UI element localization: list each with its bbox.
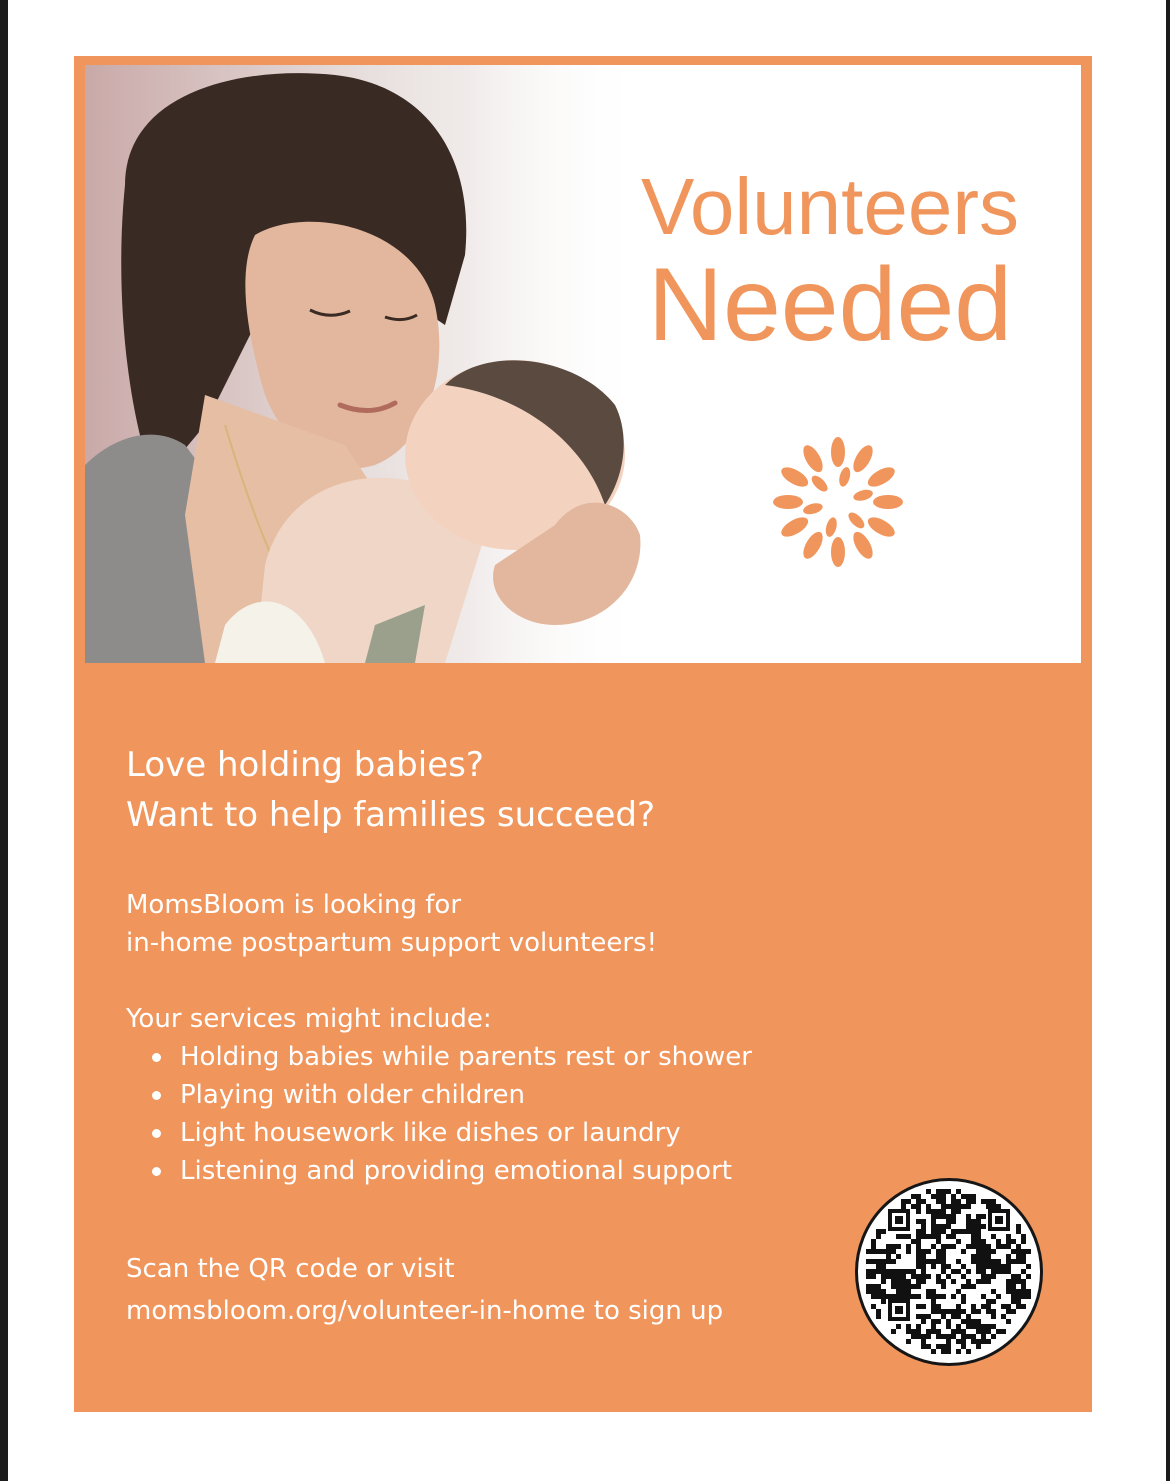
cta-line-1: Scan the QR code or visit — [126, 1254, 455, 1284]
headline-line-2: Needed — [647, 247, 1013, 363]
cta-url[interactable]: momsbloom.org/volunteer-in-home to sign up — [126, 1296, 724, 1326]
list-item: Holding babies while parents rest or shower — [126, 1038, 886, 1076]
mother-baby-photo — [85, 65, 645, 663]
intro-line-1: MomsBloom is looking for — [126, 890, 462, 920]
hero-panel — [85, 65, 1081, 663]
services-title: Your services might include: — [126, 1004, 492, 1034]
momsbloom-logo-icon — [761, 425, 915, 579]
list-item: Listening and providing emotional support — [126, 1152, 886, 1190]
list-item: Playing with older children — [126, 1076, 886, 1114]
question-1: Love holding babies? — [126, 745, 484, 785]
headline-line-1: Volunteers — [640, 162, 1020, 251]
question-2: Want to help families succeed? — [126, 795, 656, 835]
intro-text — [126, 886, 886, 962]
call-to-action — [126, 1248, 886, 1332]
list-item: Light housework like dishes or laundry — [126, 1114, 886, 1152]
services-list — [126, 1038, 886, 1190]
flyer-body — [126, 740, 886, 1332]
intro-line-2: in-home postpartum support volunteers! — [126, 928, 658, 958]
right-edge — [1166, 0, 1170, 1481]
flyer — [74, 56, 1092, 1412]
left-edge — [0, 0, 8, 1481]
headline — [615, 162, 1045, 363]
qr-code-pattern — [858, 1181, 1040, 1363]
qr-code-icon[interactable] — [855, 1178, 1043, 1366]
